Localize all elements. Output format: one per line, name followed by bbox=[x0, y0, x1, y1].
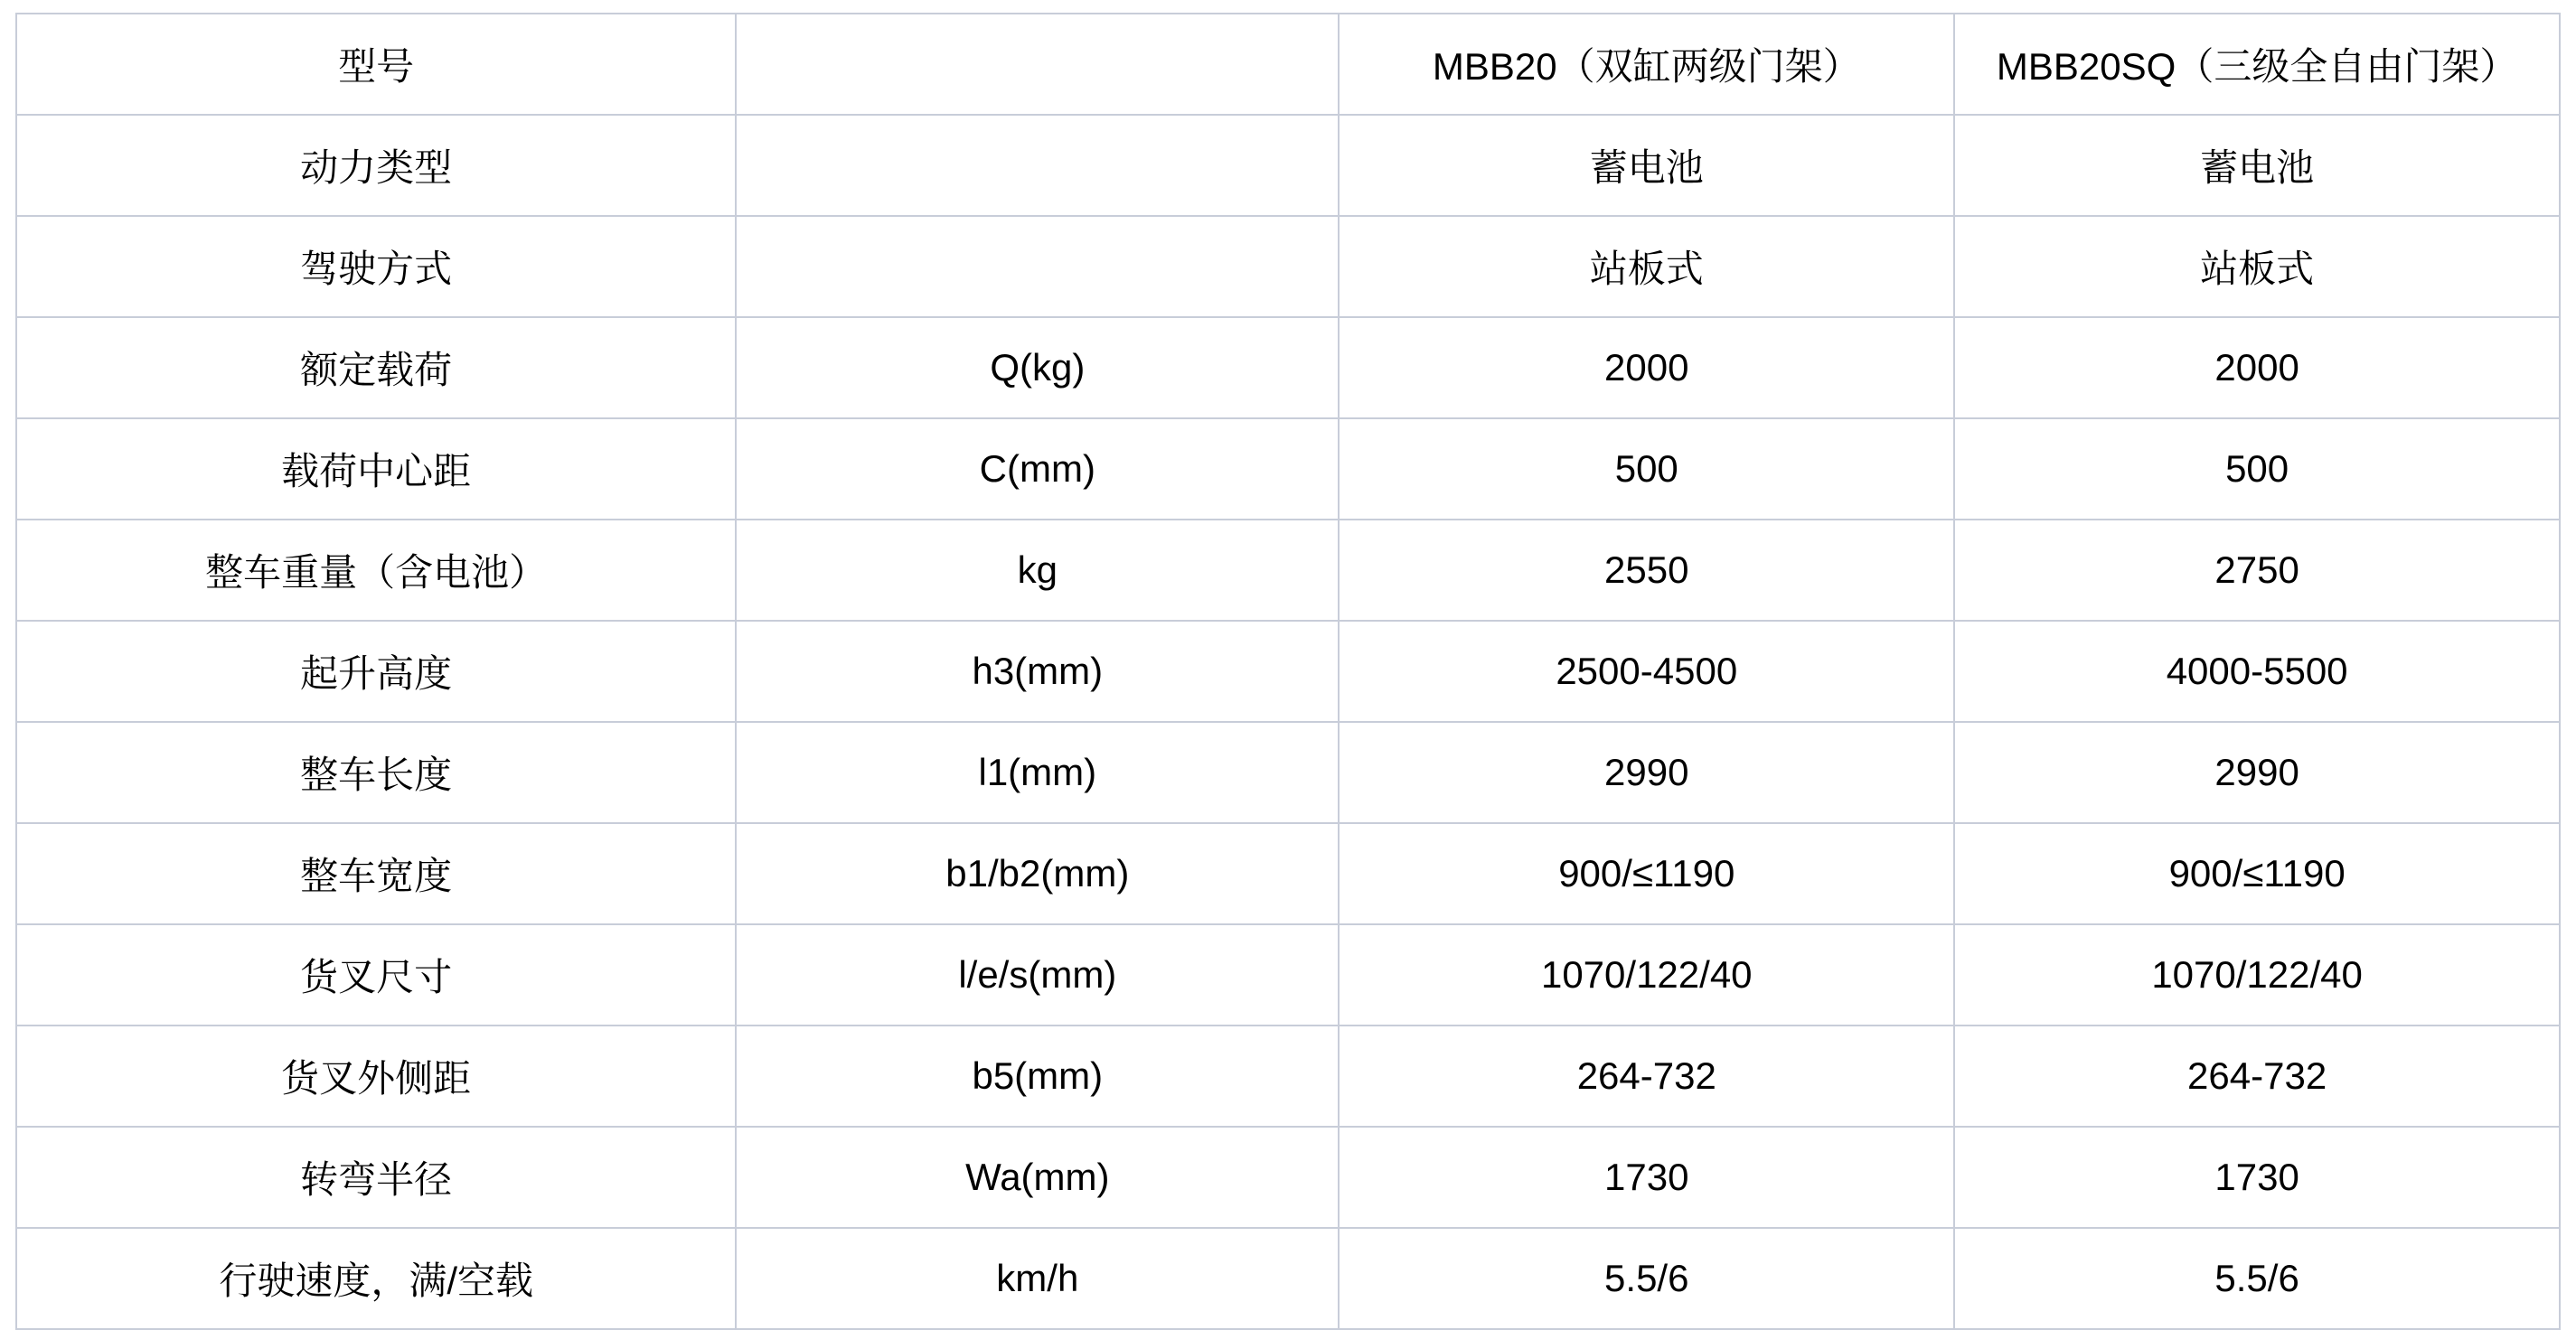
cell-row-label: 行驶速度，满/空载 bbox=[16, 1228, 736, 1329]
cell-row-label: 整车长度 bbox=[16, 722, 736, 823]
cell-value-mbb20sq: 4000-5500 bbox=[1954, 621, 2560, 722]
table-row bbox=[16, 115, 2560, 216]
cell-value-mbb20sq: 2990 bbox=[1954, 722, 2560, 823]
cell-symbol-unit: km/h bbox=[736, 1228, 1339, 1329]
cell-row-label: 整车重量（含电池） bbox=[16, 520, 736, 621]
cell-value-mbb20: 900/≤1190 bbox=[1339, 823, 1954, 924]
cell-symbol-unit: kg bbox=[736, 520, 1339, 621]
cell-symbol-unit: C(mm) bbox=[736, 418, 1339, 520]
cell-value-mbb20sq: 2750 bbox=[1954, 520, 2560, 621]
spec-table bbox=[15, 13, 2561, 1330]
cell-row-label: 整车宽度 bbox=[16, 823, 736, 924]
table-row bbox=[16, 216, 2560, 317]
cell-row-label: 额定载荷 bbox=[16, 317, 736, 418]
cell-value-mbb20sq: 1070/122/40 bbox=[1954, 924, 2560, 1026]
cell-value-mbb20sq: 5.5/6 bbox=[1954, 1228, 2560, 1329]
table-row bbox=[16, 1228, 2560, 1329]
table-row bbox=[16, 317, 2560, 418]
cell-value-mbb20sq: 264-732 bbox=[1954, 1026, 2560, 1127]
cell-row-label: 动力类型 bbox=[16, 115, 736, 216]
table-row bbox=[16, 621, 2560, 722]
cell-row-label: 起升高度 bbox=[16, 621, 736, 722]
cell-value-mbb20: 1070/122/40 bbox=[1339, 924, 1954, 1026]
table-row bbox=[16, 1127, 2560, 1228]
cell-symbol-unit: l/e/s(mm) bbox=[736, 924, 1339, 1026]
cell-value-mbb20: 5.5/6 bbox=[1339, 1228, 1954, 1329]
cell-symbol-unit: b5(mm) bbox=[736, 1026, 1339, 1127]
cell-row-label: 货叉外侧距 bbox=[16, 1026, 736, 1127]
cell-value-mbb20: 2550 bbox=[1339, 520, 1954, 621]
cell-value-mbb20sq: 1730 bbox=[1954, 1127, 2560, 1228]
cell-value-mbb20: 2990 bbox=[1339, 722, 1954, 823]
cell-value-mbb20sq: 2000 bbox=[1954, 317, 2560, 418]
table-row bbox=[16, 722, 2560, 823]
cell-value-mbb20: MBB20（双缸两级门架） bbox=[1339, 14, 1954, 115]
table-row bbox=[16, 924, 2560, 1026]
cell-value-mbb20: 2500-4500 bbox=[1339, 621, 1954, 722]
cell-symbol-unit: l1(mm) bbox=[736, 722, 1339, 823]
table-row bbox=[16, 520, 2560, 621]
cell-value-mbb20sq: 500 bbox=[1954, 418, 2560, 520]
cell-value-mbb20sq: 站板式 bbox=[1954, 216, 2560, 317]
cell-row-label: 转弯半径 bbox=[16, 1127, 736, 1228]
cell-symbol-unit bbox=[736, 216, 1339, 317]
cell-value-mbb20: 蓄电池 bbox=[1339, 115, 1954, 216]
table-row bbox=[16, 14, 2560, 115]
table-row bbox=[16, 823, 2560, 924]
cell-symbol-unit: Wa(mm) bbox=[736, 1127, 1339, 1228]
cell-value-mbb20sq: 900/≤1190 bbox=[1954, 823, 2560, 924]
cell-row-label: 驾驶方式 bbox=[16, 216, 736, 317]
cell-value-mbb20: 站板式 bbox=[1339, 216, 1954, 317]
cell-symbol-unit bbox=[736, 115, 1339, 216]
cell-symbol-unit bbox=[736, 14, 1339, 115]
cell-symbol-unit: Q(kg) bbox=[736, 317, 1339, 418]
cell-row-label: 型号 bbox=[16, 14, 736, 115]
spec-table-body bbox=[16, 14, 2560, 1329]
cell-value-mbb20: 2000 bbox=[1339, 317, 1954, 418]
cell-symbol-unit: h3(mm) bbox=[736, 621, 1339, 722]
cell-value-mbb20sq: 蓄电池 bbox=[1954, 115, 2560, 216]
cell-symbol-unit: b1/b2(mm) bbox=[736, 823, 1339, 924]
cell-value-mbb20sq: MBB20SQ（三级全自由门架） bbox=[1954, 14, 2560, 115]
cell-value-mbb20: 500 bbox=[1339, 418, 1954, 520]
table-row bbox=[16, 418, 2560, 520]
cell-row-label: 货叉尺寸 bbox=[16, 924, 736, 1026]
cell-row-label: 载荷中心距 bbox=[16, 418, 736, 520]
table-row bbox=[16, 1026, 2560, 1127]
cell-value-mbb20: 1730 bbox=[1339, 1127, 1954, 1228]
cell-value-mbb20: 264-732 bbox=[1339, 1026, 1954, 1127]
